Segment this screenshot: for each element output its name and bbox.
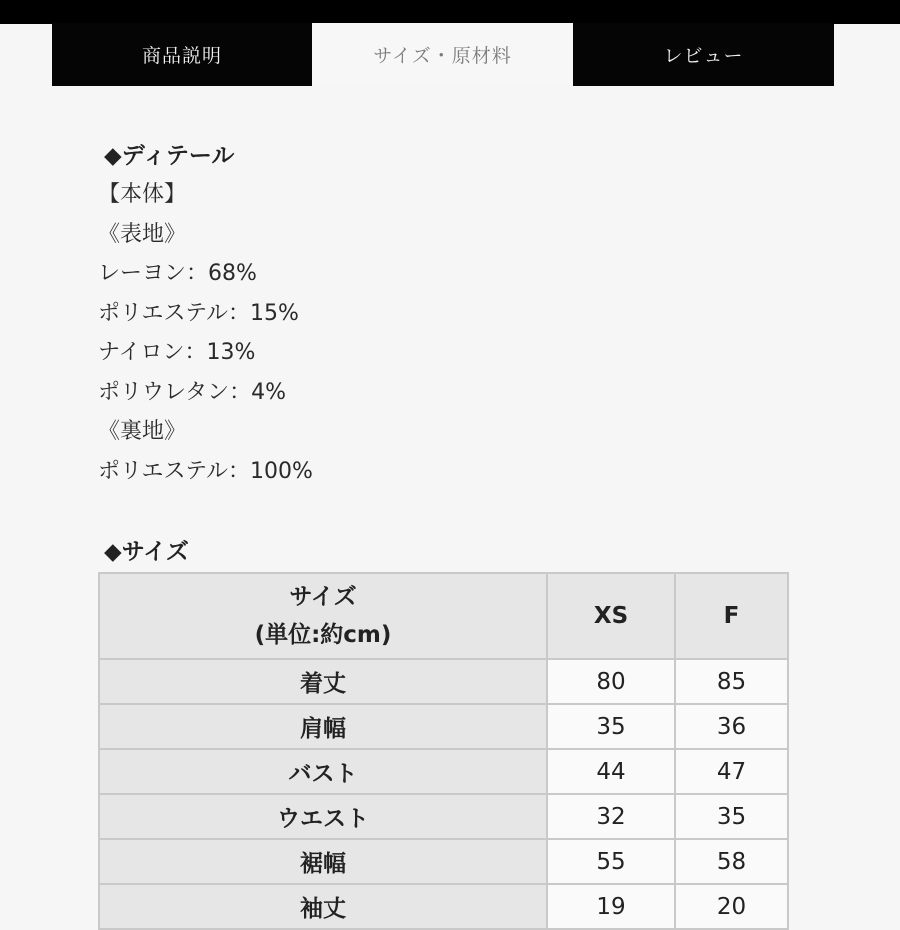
table-row [99,884,788,929]
detail-section [98,137,598,491]
tab-size-materials[interactable]: サイズ・原材料 [312,23,573,86]
row-label: 裾幅 [99,839,547,884]
row-label: バスト [99,749,547,794]
tab-reviews[interactable]: レビュー [573,23,834,86]
size-table-header-row [99,573,788,659]
top-bar [0,0,900,24]
tab-product-description[interactable]: 商品説明 [52,23,312,86]
detail-heading: ◆ディテール [104,143,235,169]
row-label: 着丈 [99,659,547,704]
cell-xs: 80 [547,659,675,704]
cell-f: 35 [675,794,788,839]
size-header-f: F [675,573,788,659]
size-table [98,572,789,930]
table-row [99,659,788,704]
size-header-label-line2: (単位:約cm) [254,622,392,648]
detail-line: レーヨン：68% [98,261,257,286]
detail-line: 《表地》 [98,221,187,247]
cell-f: 20 [675,884,788,929]
row-label: ウエスト [99,794,547,839]
cell-xs: 55 [547,839,675,884]
cell-f: 85 [675,659,788,704]
table-row [99,704,788,749]
cell-f: 58 [675,839,788,884]
table-row [99,839,788,884]
size-header-label-line1: サイズ [289,584,357,610]
size-header-xs: XS [547,573,675,659]
detail-line: 《裏地》 [98,419,187,444]
cell-xs: 19 [547,884,675,929]
table-row [99,794,788,839]
cell-f: 36 [675,704,788,749]
size-heading: ◆サイズ [104,539,189,565]
row-label: 肩幅 [99,704,547,749]
table-row [99,749,788,794]
detail-line: ポリウレタン：4% [98,379,287,405]
size-header-label [99,573,547,659]
detail-line: ポリエステル：15% [98,300,299,326]
cell-xs: 35 [547,704,675,749]
cell-f: 47 [675,749,788,794]
detail-line: ポリエステル：100% [98,458,313,484]
tab-bar [52,23,834,86]
cell-xs: 32 [547,794,675,839]
detail-line: 【本体】 [98,182,187,207]
row-label: 袖丈 [99,884,547,929]
detail-line: ナイロン：13% [98,340,256,365]
cell-xs: 44 [547,749,675,794]
